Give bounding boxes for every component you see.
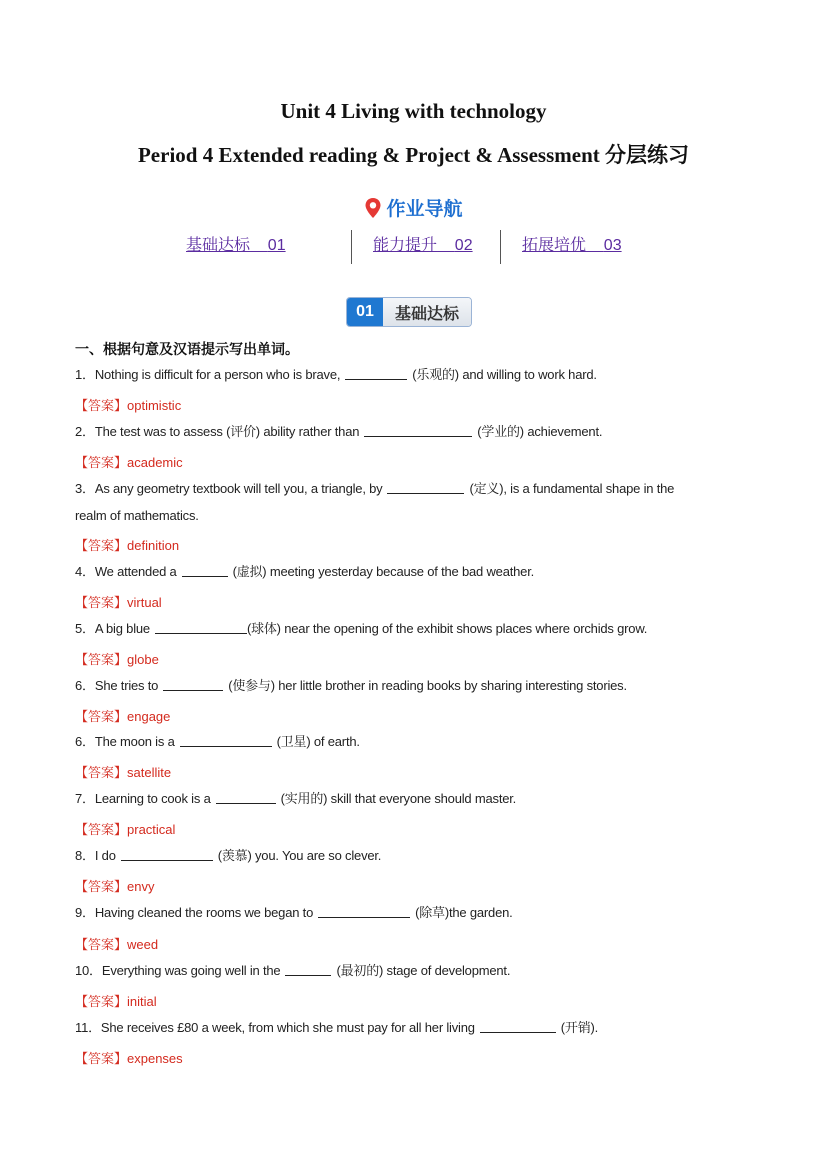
answer-blank xyxy=(318,903,410,918)
homework-nav xyxy=(0,230,827,264)
question-item: 1．Nothing is difficult for a person who is brave, (乐观的) and willing to work hard. xyxy=(75,367,597,382)
location-pin-icon xyxy=(364,197,382,219)
question-item: 10．Everything was going well in the (最初的) stage of development. xyxy=(75,963,511,978)
nav-divider xyxy=(500,230,501,264)
nav-divider xyxy=(351,230,352,264)
answer-line: 【答案】engage xyxy=(75,709,171,724)
answer-blank xyxy=(155,619,247,634)
answer-blank xyxy=(121,846,213,861)
answer-blank xyxy=(285,961,331,976)
exercise-instruction: 一、根据句意及汉语提示写出单词。 xyxy=(75,341,299,357)
question-item: 6．The moon is a (卫星) of earth. xyxy=(75,734,360,749)
answer-line: 【答案】envy xyxy=(75,879,155,894)
question-continuation: realm of mathematics. xyxy=(75,508,199,523)
answer-line: 【答案】virtual xyxy=(75,595,162,610)
question-item: 11．She receives £80 a week, from which she must pay for all her living (开销). xyxy=(75,1020,599,1035)
answer-line: 【答案】satellite xyxy=(75,765,172,780)
document-subtitle: Period 4 Extended reading & Project & Assessment 分层练习 xyxy=(137,143,689,167)
answer-line: 【答案】optimistic xyxy=(75,398,182,413)
answer-blank xyxy=(180,732,272,747)
answer-blank xyxy=(163,676,223,691)
nav-link-advanced[interactable]: 拓展培优 03 xyxy=(522,237,622,254)
answer-blank xyxy=(387,479,464,494)
answer-line: 【答案】weed xyxy=(75,937,159,952)
answer-blank xyxy=(182,562,228,577)
nav-heading: 作业导航 xyxy=(386,199,463,220)
question-item: 5．A big blue (球体) near the opening of the exhibit shows places where orchids grow. xyxy=(75,621,648,636)
question-item: 8．I do (羡慕) you. You are so clever. xyxy=(75,848,382,863)
question-item: 4．We attended a (虚拟) meeting yesterday because of the bad weather. xyxy=(75,564,535,579)
homework-nav-header xyxy=(0,194,827,221)
answer-line: 【答案】practical xyxy=(75,822,176,837)
answer-line: 【答案】definition xyxy=(75,538,180,553)
answer-blank xyxy=(480,1018,556,1033)
answer-blank xyxy=(345,365,407,380)
question-item: 2．The test was to assess (评价) ability rather than (学业的) achievement. xyxy=(75,424,603,439)
answer-line: 【答案】academic xyxy=(75,455,183,470)
answer-blank xyxy=(216,789,276,804)
answer-line: 【答案】globe xyxy=(75,652,159,667)
nav-link-ability[interactable]: 能力提升 02 xyxy=(373,237,473,254)
document-title: Unit 4 Living with technology xyxy=(280,99,547,123)
answer-line: 【答案】initial xyxy=(75,994,157,1009)
section-label: 基础达标 xyxy=(383,298,471,326)
answer-blank xyxy=(364,422,472,437)
question-item: 6．She tries to (使参与) her little brother in reading books by sharing interesting stories. xyxy=(75,678,627,693)
section-badge xyxy=(346,297,472,327)
question-item: 7．Learning to cook is a (实用的) skill that everyone should master. xyxy=(75,791,517,806)
answer-line: 【答案】expenses xyxy=(75,1051,183,1066)
section-number: 01 xyxy=(347,298,383,326)
question-item: 9．Having cleaned the rooms we began to (除草)the garden. xyxy=(75,905,513,920)
nav-link-basic[interactable]: 基础达标 01 xyxy=(186,237,286,254)
question-item: 3．As any geometry textbook will tell you, a triangle, by (定义), is a fundamental shape in the xyxy=(75,481,675,496)
